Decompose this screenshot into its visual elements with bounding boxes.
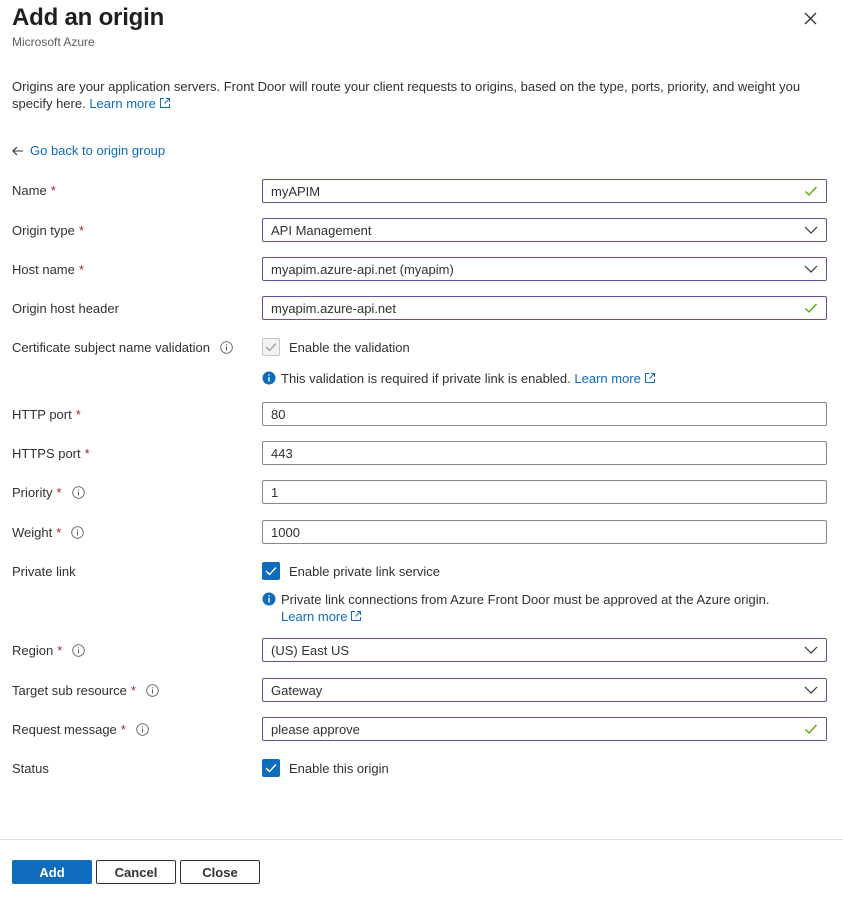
name-value: myAPIM: [271, 183, 321, 199]
weight-input[interactable]: [262, 520, 827, 544]
private-link-label-text: Private link: [12, 564, 76, 579]
info-filled-icon: [262, 371, 276, 385]
name-label: [12, 183, 56, 198]
weight-label-text: Weight: [12, 525, 53, 540]
name-label-text: Name: [12, 183, 47, 198]
priority-label: [12, 485, 85, 500]
request-message-label-text: Request message: [12, 722, 117, 737]
footer-divider: [0, 839, 843, 840]
region-label: [12, 643, 85, 658]
host-name-select[interactable]: [262, 257, 827, 281]
required-marker: *: [130, 683, 136, 698]
cancel-button[interactable]: Cancel: [96, 860, 176, 884]
chevron-down-icon: [804, 686, 818, 694]
external-link-icon: [644, 371, 656, 388]
cert-validation-note-text: This validation is required if private link is enabled.: [281, 371, 571, 386]
status-checkbox[interactable]: [262, 759, 280, 777]
cert-validation-checkbox-row[interactable]: [262, 338, 410, 356]
target-sub-resource-value: Gateway: [271, 682, 323, 698]
https-port-input[interactable]: [262, 441, 827, 465]
info-icon[interactable]: [71, 526, 84, 539]
origin-type-label-text: Origin type: [12, 223, 75, 238]
cert-validation-label-text: Certificate subject name validation: [12, 340, 210, 355]
status-checkbox-label: Enable this origin: [289, 760, 389, 776]
required-marker: *: [84, 446, 90, 461]
region-value: (US) East US: [271, 642, 350, 658]
back-link-label: Go back to origin group: [30, 143, 166, 158]
status-label: [12, 761, 49, 776]
name-input[interactable]: [262, 179, 827, 203]
page-subtitle: Microsoft Azure: [12, 35, 95, 49]
cert-validation-checkbox-label: Enable the validation: [289, 339, 410, 355]
back-arrow-icon: [12, 146, 24, 156]
info-icon[interactable]: [136, 723, 149, 736]
host-name-label-text: Host name: [12, 262, 75, 277]
https-port-label-text: HTTPS port: [12, 446, 81, 461]
http-port-label: [12, 407, 81, 422]
close-icon[interactable]: [800, 8, 822, 30]
request-message-value: please approve: [271, 721, 360, 737]
required-marker: *: [50, 183, 56, 198]
required-marker: *: [57, 643, 63, 658]
origin-type-label: [12, 223, 84, 238]
valid-check-icon: [804, 723, 818, 735]
https-port-value: 443: [271, 445, 293, 461]
info-icon[interactable]: [220, 341, 233, 354]
priority-value: 1: [271, 484, 279, 500]
close-button[interactable]: Close: [180, 860, 260, 884]
private-link-checkbox[interactable]: [262, 562, 280, 580]
cert-validation-note: [262, 370, 656, 388]
required-marker: *: [75, 407, 81, 422]
back-to-origin-group-link[interactable]: [12, 143, 165, 158]
required-marker: *: [78, 262, 84, 277]
page-title: Add an origin: [12, 4, 165, 31]
https-port-label: [12, 446, 90, 461]
status-checkbox-row[interactable]: [262, 759, 389, 777]
private-link-learn-more-link[interactable]: [281, 609, 362, 624]
origin-host-header-label-text: Origin host header: [12, 301, 119, 316]
info-icon[interactable]: [72, 644, 85, 657]
chevron-down-icon: [804, 265, 818, 273]
description: [12, 78, 822, 113]
info-filled-icon: [262, 592, 276, 606]
request-message-label: [12, 722, 149, 737]
status-label-text: Status: [12, 761, 49, 776]
external-link-icon: [350, 609, 362, 626]
origin-host-header-input[interactable]: [262, 296, 827, 320]
http-port-label-text: HTTP port: [12, 407, 72, 422]
required-marker: *: [78, 223, 84, 238]
weight-value: 1000: [271, 524, 300, 540]
target-sub-resource-label-text: Target sub resource: [12, 683, 127, 698]
cert-learn-more-label: Learn more: [574, 371, 641, 386]
cert-validation-label: [12, 340, 233, 355]
origin-type-select[interactable]: [262, 218, 827, 242]
add-button[interactable]: Add: [12, 860, 92, 884]
valid-check-icon: [804, 185, 818, 197]
cert-learn-more-link[interactable]: [574, 371, 655, 386]
info-icon[interactable]: [146, 684, 159, 697]
origin-host-header-label: [12, 301, 119, 316]
http-port-input[interactable]: [262, 402, 827, 426]
required-marker: *: [120, 722, 126, 737]
private-link-label: [12, 564, 76, 579]
private-link-note-text: Private link connections from Azure Front Door must be approved at the Azure origin.: [281, 592, 770, 607]
http-port-value: 80: [271, 406, 286, 422]
target-sub-resource-label: [12, 683, 159, 698]
region-select[interactable]: [262, 638, 827, 662]
origin-type-value: API Management: [271, 222, 372, 238]
info-icon[interactable]: [72, 486, 85, 499]
description-text: Origins are your application servers. Front Door will route your client requests to origins, based on the type, ports, priority, and weight you specify here.: [12, 79, 801, 111]
learn-more-link[interactable]: [89, 96, 170, 111]
private-link-learn-more-label: Learn more: [281, 609, 348, 624]
request-message-input[interactable]: [262, 717, 827, 741]
required-marker: *: [56, 485, 62, 500]
chevron-down-icon: [804, 646, 818, 654]
region-label-text: Region: [12, 643, 54, 658]
origin-host-header-value: myapim.azure-api.net: [271, 300, 396, 316]
external-link-icon: [159, 96, 171, 113]
target-sub-resource-select[interactable]: [262, 678, 827, 702]
priority-input[interactable]: [262, 480, 827, 504]
chevron-down-icon: [804, 226, 818, 234]
host-name-label: [12, 262, 84, 277]
learn-more-label: Learn more: [89, 96, 156, 111]
cert-validation-checkbox[interactable]: [262, 338, 280, 356]
required-marker: *: [56, 525, 62, 540]
host-name-value: myapim.azure-api.net (myapim): [271, 261, 454, 277]
private-link-checkbox-row[interactable]: [262, 562, 440, 580]
private-link-note: [262, 591, 769, 626]
valid-check-icon: [804, 302, 818, 314]
private-link-checkbox-label: Enable private link service: [289, 563, 441, 579]
priority-label-text: Priority: [12, 485, 53, 500]
weight-label: [12, 525, 84, 540]
